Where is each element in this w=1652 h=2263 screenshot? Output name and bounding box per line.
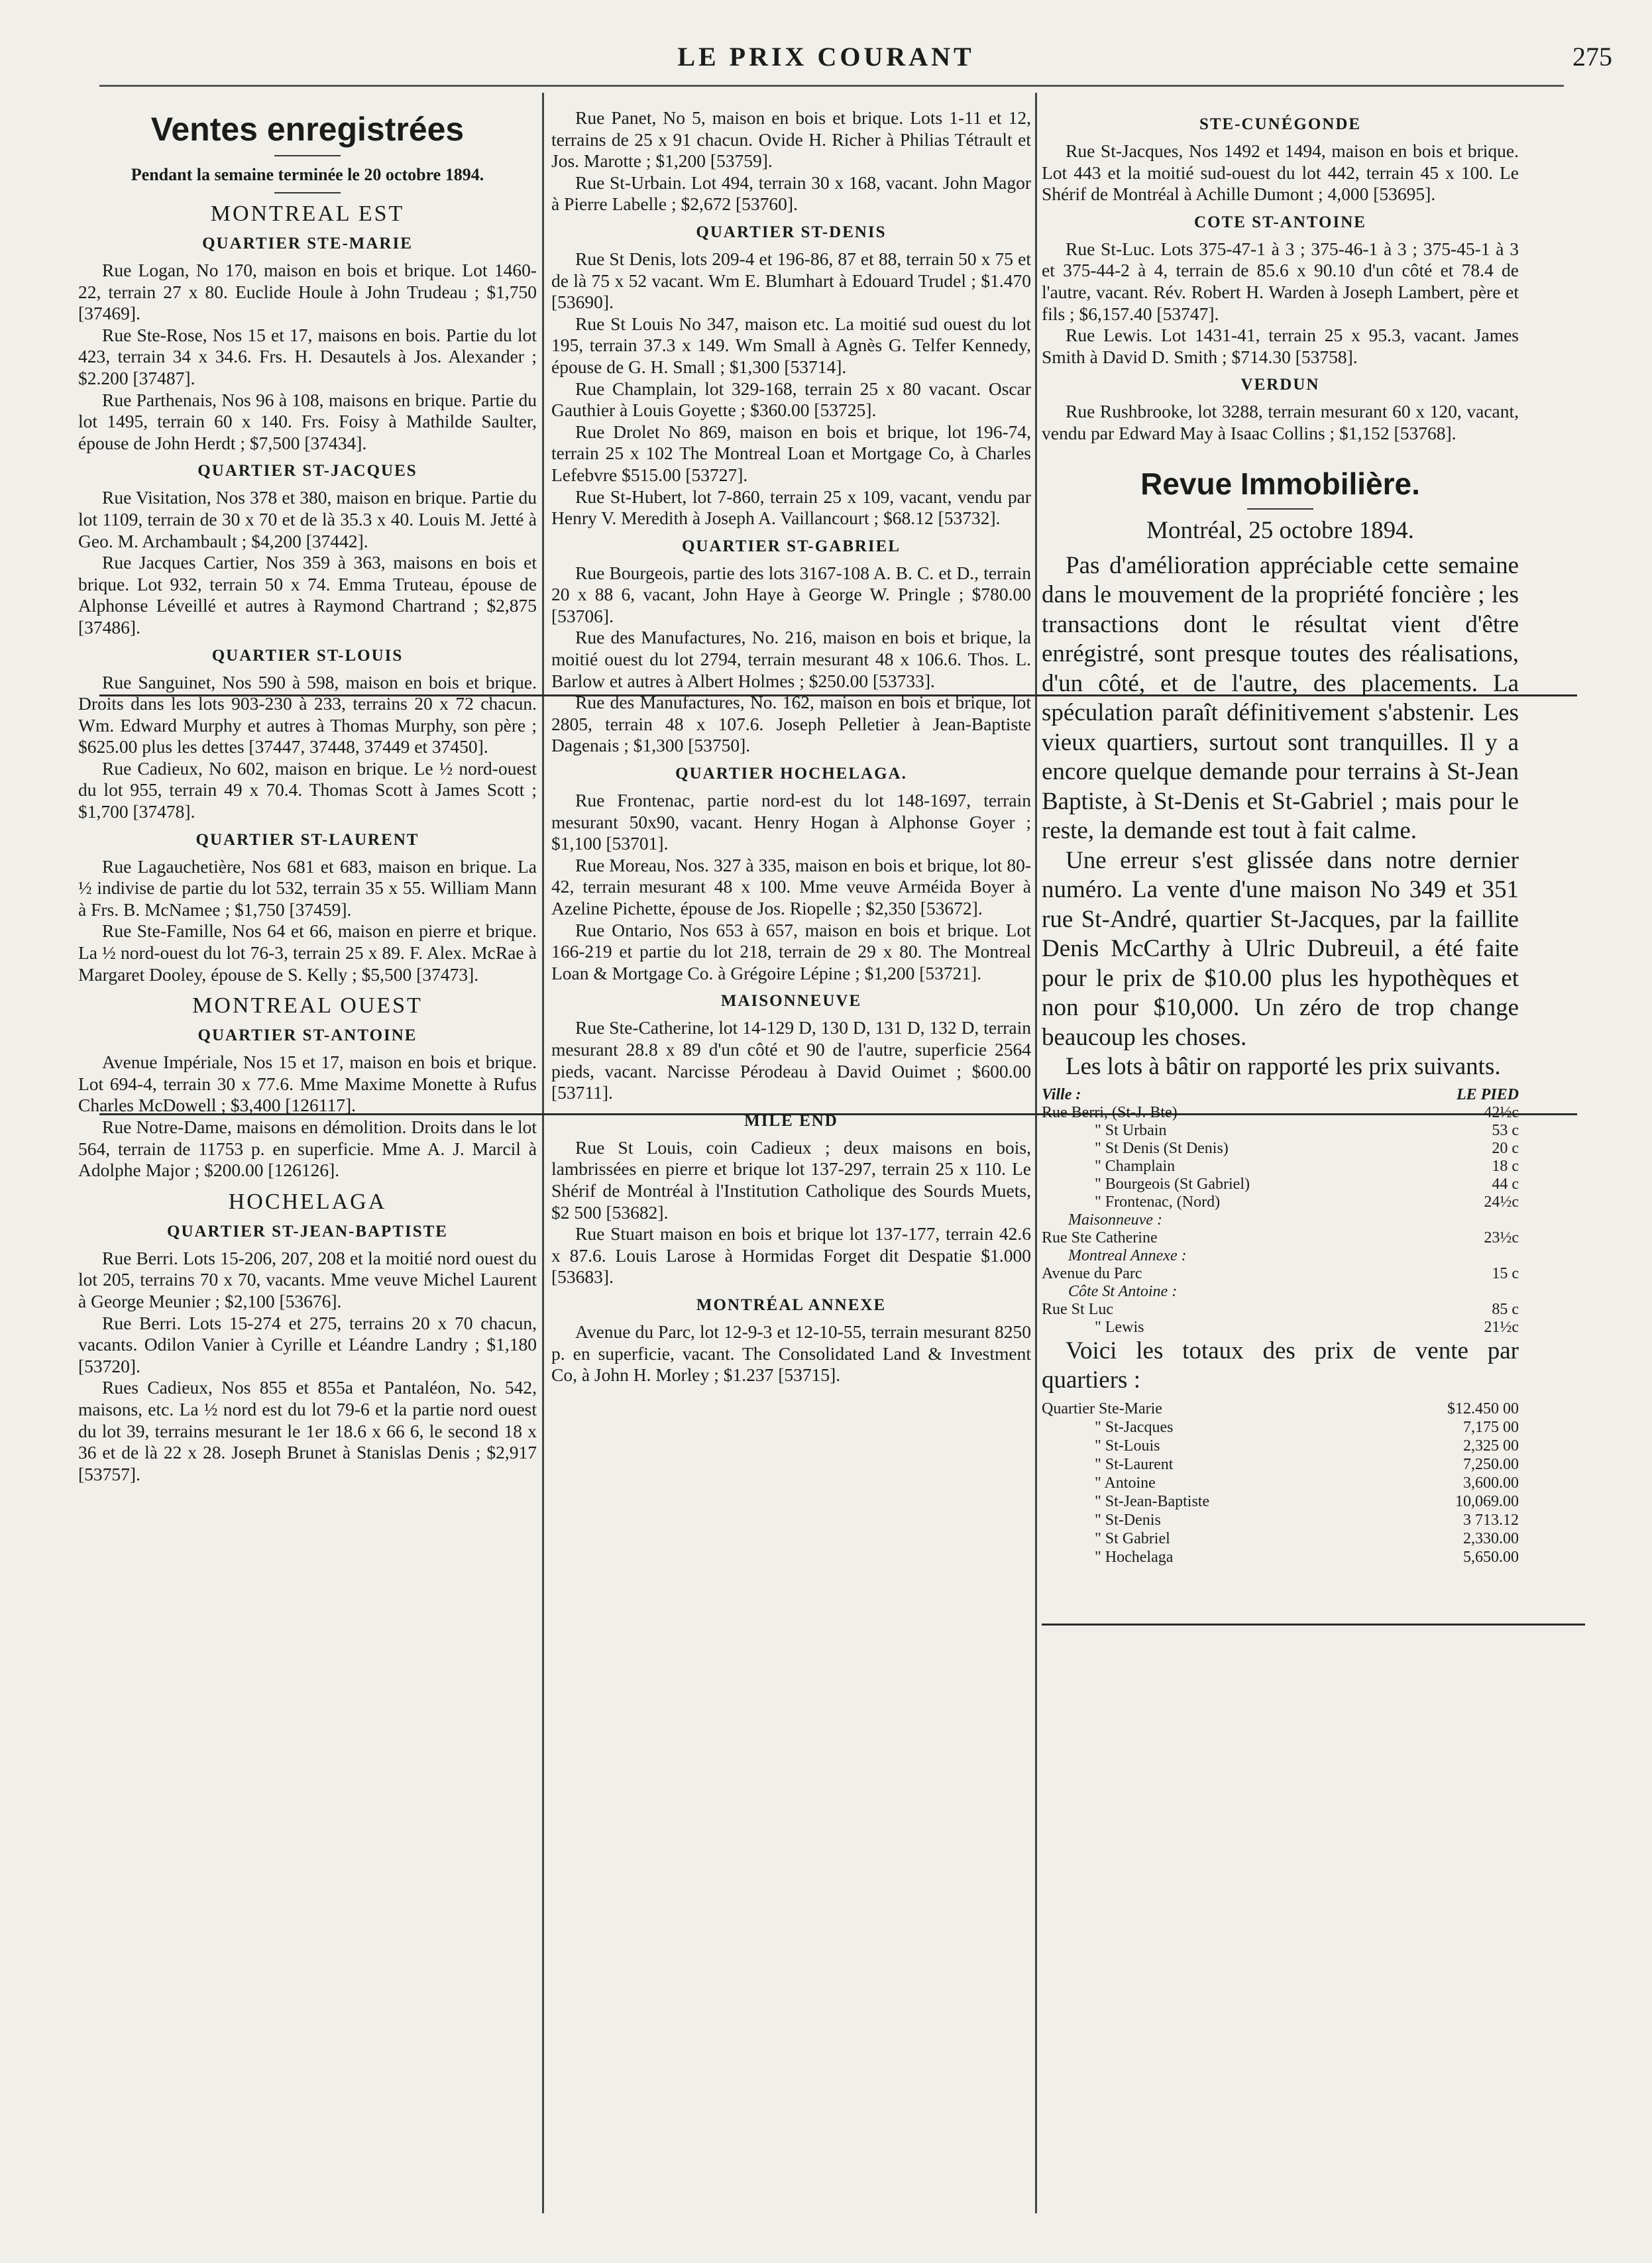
section-montreal-est: MONTREAL EST — [210, 201, 405, 226]
entry: Rue St Louis No 347, maison etc. La moitié sud ouest du lot 195, terrain 37.3 x 149. Wm Small à Agnès G. Telfer Kennedy, épouse de G. H. Small ; $1,300 [53714]. — [551, 313, 1031, 377]
row-label: " Antoine — [1095, 1474, 1156, 1492]
row-value: 2,325 00 — [1463, 1437, 1519, 1455]
row-value: 18 c — [1492, 1157, 1519, 1175]
price-label: Avenue du Parc — [1042, 1264, 1142, 1282]
revue-paragraph: Une erreur s'est glissée dans notre dernier numéro. La vente d'une maison No 349 et 351 rue St-André, quartier St-Jacques, par la faillite Denis McCarthy à Ulric Dubreuil, a été faite pour le prix de $10.00 plus les hypothèques et non pour $10,000. Un zéro de trop change beaucoup les choses. — [1042, 846, 1519, 1051]
price-value: 21½c — [1484, 1318, 1519, 1336]
revue-paragraph: Voici les totaux des prix de vente par quartiers : — [1042, 1337, 1519, 1394]
row-value: 24½c — [1484, 1193, 1519, 1211]
entry: Rue St Denis, lots 209-4 et 196-86, 87 et 88, terrain 50 x 75 et de là 75 x 52 vacant. Wm E. Blumhart à Edouard Trudel ; $1.470 [53690]. — [551, 248, 1031, 313]
entry: Rue Notre-Dame, maisons en démolition. Droits dans le lot 564, terrain de 11753 p. en superficie. Mme A. J. Marcil à Adolphe Major ; $200.00 [126126]. — [78, 1117, 537, 1181]
quartier-st-denis: QUARTIER ST-DENIS — [696, 223, 887, 241]
revue-paragraph: Les lots à bâtir on rapporté les prix suivants. — [1066, 1053, 1501, 1081]
table-row — [1042, 1104, 1519, 1122]
revue-heading: Revue Immobilière. — [1140, 466, 1420, 501]
header-le-pied: LE PIED — [1456, 1085, 1519, 1103]
table-row — [1042, 1529, 1519, 1548]
column-1 — [78, 107, 537, 1485]
page-header — [0, 41, 1652, 81]
table-row — [1042, 1140, 1519, 1158]
category-cote: Côte St Antoine : — [1068, 1282, 1178, 1300]
table-row — [1042, 1455, 1519, 1474]
entry: Rue St Louis, coin Cadieux ; deux maisons en bois, lambrissées en pierre et brique lot 137-297, terrain 25 x 110. Le Shérif de Montréal à l'Institution Catholique des Sourds Muets, $2 500 [53682]. — [551, 1136, 1031, 1223]
section-cote-st-antoine: COTE ST-ANTOINE — [1194, 213, 1366, 231]
entry: Rue Ste-Rose, Nos 15 et 17, maisons en bois. Partie du lot 423, terrain 34 x 34.6. Frs. H. Desautels à Jos. Alexander ; $2.200 [37487]. — [78, 324, 537, 388]
row-label: " Hochelaga — [1095, 1548, 1174, 1566]
row-label: Quartier Ste-Marie — [1042, 1400, 1162, 1417]
price-value: 85 c — [1492, 1300, 1519, 1318]
revue-body — [1042, 516, 1519, 1082]
journal-title: LE PRIX COURANT — [677, 42, 975, 72]
entry: Rue St-Urbain. Lot 494, terrain 30 x 168, vacant. John Magor à Pierre Labelle ; $2,672 [53760]. — [551, 172, 1031, 215]
row-value: 7,250.00 — [1463, 1455, 1519, 1473]
entry: Rue Ste-Catherine, lot 14-129 D, 130 D, 131 D, 132 D, terrain mesurant 28.8 x 89 d'un côté et 90 de l'autre, superficie 2564 pieds, vacant. Narcisse Pérodeau à David Ouimet ; $600.00 [53711]. — [551, 1017, 1031, 1103]
entry: Rue Lagauchetière, Nos 681 et 683, maison en brique. La ½ indivise de partie du lot 532, terrain 35 x 55. William Mann à Frs. B. McNamee ; $1,750 [37459]. — [78, 856, 537, 920]
table-row — [1042, 1301, 1519, 1319]
section-ste-cunegonde: STE-CUNÉGONDE — [1199, 115, 1362, 133]
entry: Rue Lewis. Lot 1431-41, terrain 25 x 95.3, vacant. James Smith à David D. Smith ; $714.30 [53758]. — [1042, 325, 1519, 367]
entry: Rue Drolet No 869, maison en bois et brique, lot 196-74, terrain 25 x 102 The Montreal Loan et Mortgage Co, à Charles Lefebvre $515.00 [53727]. — [551, 421, 1031, 485]
column-2 — [551, 107, 1031, 1386]
entry: Rue St-Jacques, Nos 1492 et 1494, maison en bois et brique. Lot 443 et la moitié sud-ouest du lot 442, terrain 45 x 100. Le Shérif de Montréal à Achille Dumont ; 4,000 [53695]. — [1042, 140, 1519, 205]
row-label: " St Gabriel — [1095, 1529, 1170, 1547]
table-row — [1042, 1122, 1519, 1140]
category-annexe: Montreal Annexe : — [1068, 1246, 1187, 1264]
entry: Rue Parthenais, Nos 96 à 108, maisons en brique. Partie du lot 1495, terrain 60 x 140. Frs. Foisy à Mathilde Saulter, épouse de John Herdt ; $7,500 [37434]. — [78, 389, 537, 453]
row-value: 44 c — [1492, 1175, 1519, 1193]
quartier-st-antoine: QUARTIER ST-ANTOINE — [197, 1026, 417, 1045]
table-row — [1042, 1176, 1519, 1193]
price-label: Rue St Luc — [1042, 1300, 1113, 1318]
row-label: " Bourgeois (St Gabriel) — [1095, 1175, 1250, 1193]
row-value: 20 c — [1492, 1139, 1519, 1157]
header-ville: Ville : — [1042, 1085, 1081, 1103]
row-label: " St-Denis — [1095, 1511, 1161, 1529]
totals-table — [1042, 1400, 1519, 1567]
table-row — [1042, 1511, 1519, 1529]
price-label: " Lewis — [1095, 1318, 1144, 1336]
row-value: 53 c — [1492, 1121, 1519, 1139]
row-label: " St Denis (St Denis) — [1095, 1139, 1229, 1157]
section-mile-end: MILE END — [744, 1111, 838, 1130]
table-row — [1042, 1158, 1519, 1176]
row-label: " St-Louis — [1095, 1437, 1160, 1455]
table-row — [1042, 1400, 1519, 1418]
table-row — [1042, 1492, 1519, 1511]
revue-body-2 — [1042, 1337, 1519, 1396]
entry: Rues Cadieux, Nos 855 et 855a et Pantaléon, No. 542, maisons, etc. La ½ nord est du lot 79-6 et la partie nord ouest du lot 39, terrains mesurant le 1er 18.6 x 66 6, le second 18 x 36 et de là 22 x 28. Joseph Brunet à Stanislas Denis ; $2,917 [53757]. — [78, 1377, 537, 1484]
quartier-st-gabriel: QUARTIER ST-GABRIEL — [681, 537, 901, 555]
row-value: 3 713.12 — [1463, 1511, 1519, 1529]
category-maisonneuve: Maisonneuve : — [1068, 1211, 1162, 1229]
quartier-st-louis: QUARTIER ST-LOUIS — [211, 646, 404, 665]
table-row — [1042, 1474, 1519, 1492]
table-row — [1042, 1418, 1519, 1437]
entry: Rue St-Hubert, lot 7-860, terrain 25 x 109, vacant, vendu par Henry V. Meredith à Joseph A. Vaillancourt ; $68.12 [53732]. — [551, 486, 1031, 529]
row-label: " St-Laurent — [1095, 1455, 1174, 1473]
divider — [274, 155, 341, 156]
header-rule — [99, 85, 1564, 87]
column-3 — [1042, 107, 1519, 1567]
price-table — [1042, 1086, 1519, 1337]
entry: Avenue Impériale, Nos 15 et 17, maison en bois et brique. Lot 694-4, terrain 30 x 77.6. Mme Maxime Monette à Rufus Charles McDowell ; $3,400 [126117]. — [78, 1052, 537, 1116]
table-row — [1042, 1548, 1519, 1567]
quartier-st-laurent: QUARTIER ST-LAURENT — [195, 830, 419, 849]
entry: Rue Champlain, lot 329-168, terrain 25 x 80 vacant. Oscar Gauthier à Louis Goyette ; $360.00 [53725]. — [551, 378, 1031, 421]
entry: Rue Moreau, Nos. 327 à 335, maison en bois et brique, lot 80-42, terrain mesurant 48 x 100. Mme veuve Arméida Boyer à Azeline Pichette, épouse de Jos. Riopelle ; $2,350 [53672]. — [551, 854, 1031, 918]
page-number: 275 — [1572, 42, 1612, 72]
row-value: $12.450 00 — [1447, 1400, 1519, 1417]
row-value: 10,069.00 — [1455, 1492, 1519, 1510]
column-divider-left — [542, 93, 544, 2213]
row-value: 7,175 00 — [1463, 1418, 1519, 1436]
entry: Rue Visitation, Nos 378 et 380, maison en brique. Partie du lot 1109, terrain de 30 x 70 et de là 35.3 x 40. Louis M. Jetté à Geo. M. Archambault ; $4,200 [37442]. — [78, 487, 537, 551]
price-value: 23½c — [1484, 1229, 1519, 1246]
section-maisonneuve: MAISONNEUVE — [720, 992, 862, 1011]
week-subheading: Pendant la semaine terminée le 20 octobre 1894. — [131, 165, 484, 184]
entry: Rue Sanguinet, Nos 590 à 598, maison en bois et brique. Droits dans les lots 903-230 à 233, terrains 20 x 72 chacun. Wm. Edward Murphy et autres à Thomas Murphy, son père ; $625.00 plus les dettes [37447, 37448, 37449 et 37450]. — [78, 671, 537, 757]
section-rule-3 — [1042, 1624, 1585, 1626]
table-row — [1042, 1319, 1519, 1337]
entry: Rue Bourgeois, partie des lots 3167-108 A. B. C. et D., terrain 20 x 88 6, vacant, John Haye à George W. Pringle ; $780.00 [53706]. — [551, 562, 1031, 626]
entry: Avenue du Parc, lot 12-9-3 et 12-10-55, terrain mesurant 8250 p. en superficie, vacant. The Consolidated Land & Investment Co, à John H. Morley ; $1.237 [53715]. — [551, 1321, 1031, 1386]
section-montreal-ouest: MONTREAL OUEST — [192, 993, 423, 1019]
quartier-st-jacques: QUARTIER ST-JACQUES — [197, 462, 417, 480]
entry: Rue Frontenac, partie nord-est du lot 148-1697, terrain mesurant 50x90, vacant. Henry Hogan à Alphonse Goyer ; $1,100 [53701]. — [551, 790, 1031, 854]
price-label: Rue Ste Catherine — [1042, 1229, 1158, 1246]
row-label: Rue Berri, (St-J. Bte) — [1042, 1103, 1178, 1121]
entry: Rue Panet, No 5, maison en bois et brique. Lots 1-11 et 12, terrains de 25 x 91 chacun. Ovide H. Richer à Philias Tétrault et Jos. Marotte ; $1,200 [53759]. — [551, 107, 1031, 172]
revue-date: Montréal, 25 octobre 1894. — [1146, 516, 1414, 544]
divider — [1247, 508, 1313, 510]
entry: Rue Berri. Lots 15-274 et 275, terrains 20 x 70 chacun, vacants. Odilon Vanier à Cyrille et Léandre Landry ; $1,180 [53720]. — [78, 1312, 537, 1376]
row-label: " St-Jacques — [1095, 1418, 1174, 1436]
row-label: " St Urbain — [1095, 1121, 1167, 1139]
row-label: " Champlain — [1095, 1157, 1176, 1175]
entry: Rue Berri. Lots 15-206, 207, 208 et la moitié nord ouest du lot 205, terrains 70 x 70, vacants. Mme veuve Michel Laurent à George Meunier ; $2,100 [53676]. — [78, 1247, 537, 1311]
quartier-ste-marie: QUARTIER STE-MARIE — [202, 235, 413, 252]
table-row — [1042, 1265, 1519, 1283]
ventes-heading: Ventes enregistrées — [150, 111, 465, 148]
table-row — [1042, 1193, 1519, 1211]
section-hochelaga: HOCHELAGA — [228, 1189, 387, 1214]
section-montreal-annexe: MONTRÉAL ANNEXE — [696, 1296, 887, 1314]
row-label: " Frontenac, (Nord) — [1095, 1193, 1221, 1211]
row-value: 2,330.00 — [1463, 1529, 1519, 1547]
row-value: 3,600.00 — [1463, 1474, 1519, 1492]
entry: Rue Ste-Famille, Nos 64 et 66, maison en pierre et brique. La ½ nord-ouest du lot 76-3, terrain 25 x 89. F. Alex. McRae à Margaret Dooley, épouse de S. Kelly ; $5,500 [37473]. — [78, 920, 537, 985]
entry: Rue des Manufactures, No. 216, maison en bois et brique, la moitié ouest du lot 2794, terrain mesurant 48 x 106.6. Thos. L. Barlow et autres à Albert Holmes ; $250.00 [53733]. — [551, 627, 1031, 691]
entry: Rue St-Luc. Lots 375-47-1 à 3 ; 375-46-1 à 3 ; 375-45-1 à 3 et 375-44-2 à 4, terrain de 85.6 x 90.10 d'un côté et 78.4 de l'autre, vacant. Rév. Robert H. Warden à Joseph Lambert, père et fils ; $6,157.40 [53747]. — [1042, 238, 1519, 324]
entry: Rue Cadieux, No 602, maison en brique. Le ½ nord-ouest du lot 955, terrain 49 x 70.4. Thomas Scott à James Scott ; $1,700 [37478]. — [78, 757, 537, 822]
divider — [274, 192, 341, 193]
entry: Rue Ontario, Nos 653 à 657, maison en bois et brique. Lot 166-219 et partie du lot 218, terrain de 29 x 80. The Montreal Loan & Mortgage Co. à Grégoire Lépine ; $1,200 [53721]. — [551, 919, 1031, 983]
row-label: " St-Jean-Baptiste — [1095, 1492, 1210, 1510]
quartier-st-jean-baptiste: QUARTIER ST-JEAN-BAPTISTE — [167, 1222, 448, 1241]
entry: Rue Jacques Cartier, Nos 359 à 363, maisons en bois et brique. Lot 932, terrain 50 x 74. Emma Truteau, épouse de Alphonse Léveillé et autres à Raymond Chartrand ; $2,875 [37486]. — [78, 552, 537, 637]
row-value: 42½c — [1484, 1103, 1519, 1121]
row-value: 5,650.00 — [1463, 1548, 1519, 1566]
column-divider-right — [1035, 93, 1037, 2213]
entry: Rue Logan, No 170, maison en bois et brique. Lot 1460-22, terrain 27 x 80. Euclide Houle à John Trudeau ; $1,750 [37469]. — [78, 260, 537, 324]
price-table-header — [1042, 1086, 1519, 1104]
table-row — [1042, 1437, 1519, 1455]
revue-paragraph: Pas d'amélioration appréciable cette semaine dans le mouvement de la propriété foncière ; les transactions dont le résultat vient d'être enrégistré, sont presque toutes des réalisations, d'un côté, et de l'autre, des placements. La spéculation paraît définitivement s'abstenir. Les vieux quartiers, surtout sont tranquilles. Il y a encore quelque demande pour terrains à St-Jean Baptiste, à St-Denis et St-Gabriel ; mais pour le reste, la demande est tout à fait calme. — [1042, 551, 1519, 845]
quartier-hochelaga: QUARTIER HOCHELAGA. — [675, 765, 907, 783]
entry: Rue Rushbrooke, lot 3288, terrain mesurant 60 x 120, vacant, vendu par Edward May à Isaac Collins ; $1,152 [53768]. — [1042, 401, 1519, 443]
section-verdun: VERDUN — [1240, 376, 1320, 394]
price-value: 15 c — [1492, 1264, 1519, 1282]
entry: Rue Stuart maison en bois et brique lot 137-177, terrain 42.6 x 87.6. Louis Larose à Hormidas Forget dit Despatie $1.000 [53683]. — [551, 1223, 1031, 1288]
table-row — [1042, 1229, 1519, 1247]
entry: Rue des Manufactures, No. 162, maison en bois et brique, lot 2805, terrain 48 x 107.6. Joseph Pelletier à Jean-Baptiste Dagenais ; $1,300 [53750]. — [551, 692, 1031, 756]
